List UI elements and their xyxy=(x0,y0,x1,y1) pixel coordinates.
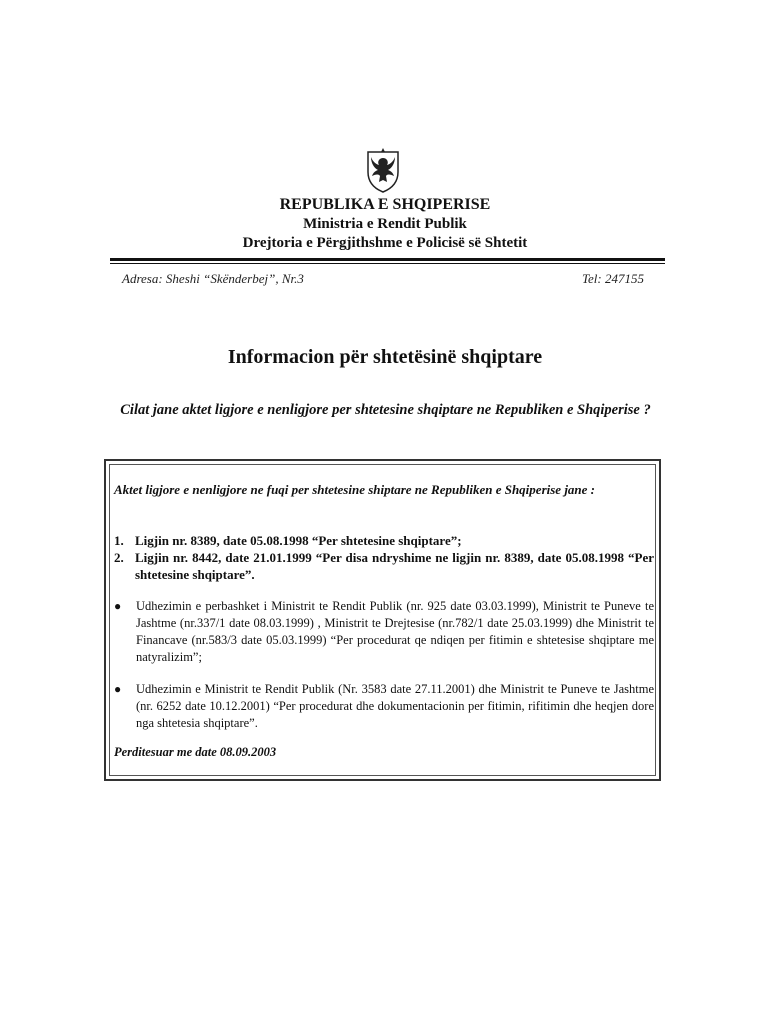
law-number: 1. xyxy=(114,533,124,548)
header-ministry: Ministria e Rendit Publik xyxy=(303,216,467,232)
law-item xyxy=(114,532,654,549)
albanian-eagle-icon xyxy=(365,146,401,194)
header-directorate: Drejtoria e Përgjithshme e Policisë së Shtetit xyxy=(242,235,528,251)
law-item xyxy=(114,549,654,583)
address-line: Adresa: Sheshi “Skënderbej”, Nr.3 xyxy=(122,271,304,286)
updated-date: Perditesuar me date 08.09.2003 xyxy=(114,745,277,759)
document-title: Informacion për shtetësinë shqiptare xyxy=(227,346,543,368)
header-divider-thick xyxy=(110,258,665,261)
header-divider-thin xyxy=(110,263,665,264)
bullet-icon: ● xyxy=(114,599,122,613)
law-text: Ligjin nr. 8442, date 21.01.1999 “Per disa ndryshime ne ligjin nr. 8389, date 05.08.1998 “Per shtetesine shqiptare”. xyxy=(135,550,654,582)
question-heading: Cilat jane aktet ligjore e nenligjore per shtetesine shqiptare ne Republiken e Shqiperise ? xyxy=(120,402,651,418)
bullet-text: Udhezimin e Ministrit te Rendit Publik (Nr. 3583 date 27.11.2001) dhe Ministrit te Puneve te Jashtme (nr. 6252 date 10.12.2001) “Per procedurat dhe dokumentacionin per fitimin, rifitimin dhe heqjen dore nga shtetesia shqiptare”. xyxy=(136,682,654,730)
bullet-item xyxy=(114,681,654,732)
law-text: Ligjin nr. 8389, date 05.08.1998 “Per shtetesine shqiptare”; xyxy=(135,533,462,548)
header-republic: REPUBLIKA E SHQIPERISE xyxy=(279,196,491,213)
bullet-item xyxy=(114,598,654,666)
law-number: 2. xyxy=(114,550,124,565)
box-intro: Aktet ligjore e nenligjore ne fuqi per shtetesine shiptare ne Republiken e Shqiperise jane : xyxy=(114,482,596,497)
bullet-icon: ● xyxy=(114,682,122,696)
phone-line: Tel: 247155 xyxy=(582,271,644,286)
bullet-text: Udhezimin e perbashket i Ministrit te Rendit Publik (nr. 925 date 03.03.1999), Ministrit te Puneve te Jashtme (nr.337/1 date 08.03.1999) , Ministrit te Drejtesise (nr.782/1 date 25.03.1999) dhe Ministrit te Financave (nr.583/3 date 05.03.1999) “Per procedurat qe ndiqen per fitimin e shtetesise shqiptare me natyralizim”; xyxy=(136,599,654,664)
